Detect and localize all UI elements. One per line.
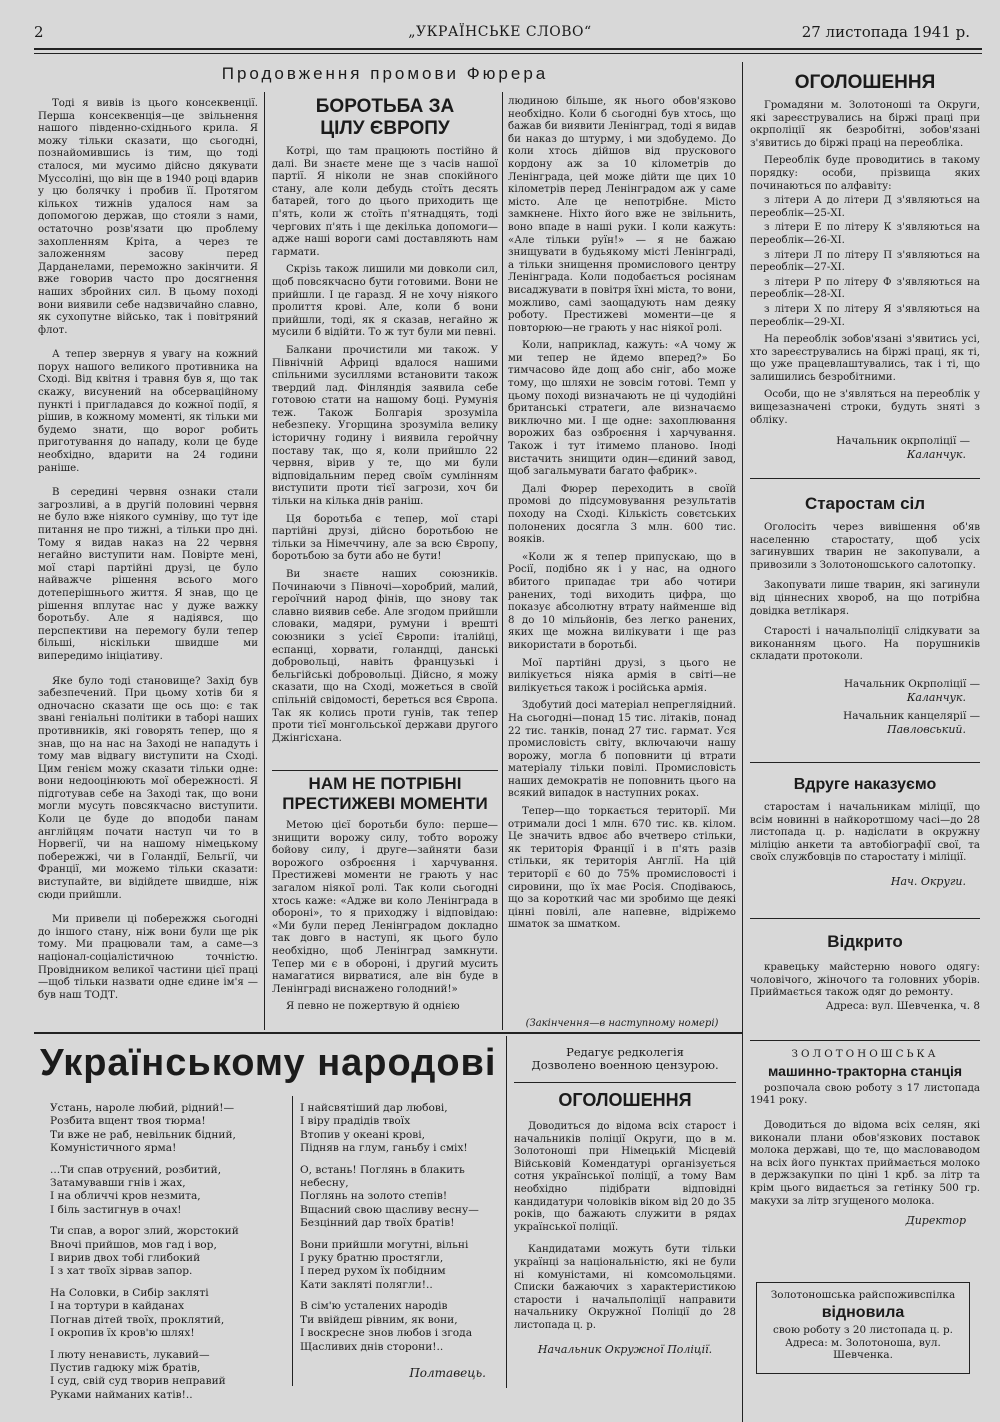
starostam-notice [750,494,980,736]
bottom-section-rule [34,1032,742,1034]
section-rule [514,1082,736,1083]
starostam-sign1-label: Начальник Окрполіції — [843,677,980,690]
prestige-paragraph: Я певно не пожертвую й однією [286,1001,460,1013]
continuation-note: (Закінчення—в наступному номері) [525,1018,719,1029]
starostam-sign2-label: Начальник канцелярії — [843,709,980,722]
column-rule [742,62,743,1422]
announcement-1 [750,72,980,461]
poem-line: О, встань! Поглянь в блакить небесну, [300,1163,465,1190]
europe-paragraph: Балкани прочистили ми також. У Північній Африці вдалося нашими спільними зусиллями встановити також твердий лад. Фінляндія заявила себе готовою стати на нашому боці. Румунія теж. Також Болгарія зрозуміла небезпеку. Угорщина зрозуміла велику історичну годину і виявила геройчну поставу так, що я, коли прийшло 22 червня, вірив у те, що ми були відповідальним перед своїм сумлінням виступити проти тієї загрози, хоч би тільки на кілька днів раніш. [272,344,498,508]
starostam-paragraph: Оголосіть через вивішення об'яв населенню старостату, щоб усіх загинувших тварин не закопували, а привозили з Золотоношського салотопку. [750,522,980,571]
opened-address: Адреса: вул. Шевченка, ч. 8 [825,999,980,1012]
restored-kicker: Золотоношська райспоживспілка [770,1289,956,1301]
announcement-1-title: ОГОЛОШЕННЯ [794,72,936,93]
starostam-sign2-name: Павловський. [887,722,966,736]
speech-paragraph: Яке було тоді становище? Захід був забезпечений. При цьому хотів би я одночасно сказати ще ось що: є так звані геніальні політики в таборі наших противників, які говорять тепер, що я знав, що на нас на Заході не нападуть і тому мав відвагу виступити на Сході. Цим генієм можу сказати тільки одне: вони недооцінюють мої обережності. Я підготував себе на Заході так, що вони могли мусуть повсякчасно виступити. Коли це буде до вподоби панам англійцям почати наступ чи то в Норвегії, чи на нашому німецькому побережжі, чи в Голандії, Бельгії, чи Франції, ми можемо тільки сказати: виступайте, ви відійдете швидше, ніж сюди прийшли. [38,675,258,901]
announcement-2-paragraph: Кандидатами можуть бути тільки українці за національністю, які не були ні комуністами, ні комсомольцями. Списки бажаючих з характеристикою старости і начальполіції направити начальнику Окружної Поліції до 28 листопада ц. р. [514,1244,736,1331]
column-rule [264,92,265,1030]
poem-column-2 [300,1102,500,1354]
poem-line: Підняв на глум, ганьбу і сміх! [300,1142,468,1155]
editorial-line-2: Дозволено военною цензурою. [531,1057,719,1072]
poem-line: ...Ти спав отруєний, розбитий, [50,1163,222,1176]
poem-line: Поглянь на золото степів! [300,1190,448,1203]
speech-column-1 [38,98,258,1002]
section-rule [750,1040,980,1041]
poem-column-1 [50,1102,286,1402]
poem-line: І руку братню простягли, [300,1252,444,1265]
announcement-1-intro: Громадяни м. Золотоноші та Округи, які зареєструвались на біржі праці при окрполіції як безробітні, зобов'язані з'явитись до біржі праці на переобліка. [750,100,980,149]
tractor-kicker: ЗОЛОТОНОШСЬКА [791,1048,939,1060]
announcement-2-title: ОГОЛОШЕННЯ [558,1090,692,1110]
europe-article [272,96,498,745]
tractor-notice-text: Доводиться до відома всіх селян, які виконали плани обов'язкових поставок молока державі, що те, що масловаводом на всіх його пунктах приймається молоко в держзакупки по ціні 1 крб. за літр та крім цього видається за гетінку 500 гр. макухи за літр згущеного молока. [750,1119,980,1207]
europe-title: БОРОТЬБА ЗА ЦІЛУ ЄВРОПУ [315,96,455,139]
speech-paragraph: А тепер звернув я увагу на кожний порух нашого великого противника на Сході. Від квітня і травня був я, що так скажу, висунений на обсерваційному пункті і пригладався до кожної події, я рішив, в кожному моменті, як тільки ми будемо знати, що ворог робить приготування до нападу, коли це буде необхідно, вдарити на 24 години раніше. [38,349,258,474]
reminder-text: старостам і начальникам міліції, що всім новинні в найкоротшому часі—до 28 листопада ц. р. надіслати в окружну міліцію анкети та автобіографії свої, та своїх службовців по старостату і міліції. [750,802,980,864]
stanza-gap [50,1341,286,1349]
column-rule [502,92,503,1030]
issue-date: 27 листопада 1941 р. [801,23,970,41]
restored-text: свою роботу з 20 листопада ц. р. [773,1323,953,1336]
stanza-gap [300,1156,500,1164]
reminder-title: Вдруге наказуємо [793,776,937,793]
announcement-1-schedule-item: з літери Е по літеру К з'являються на переоблік—26-XI. [750,222,980,246]
announcement-2-signature: Начальник Окружної Поліції. [537,1342,713,1356]
opened-notice [750,932,980,1013]
column-rule [506,1036,507,1388]
poem-line: Вночі прийшов, мов гад і вор, [50,1238,217,1251]
editorial-line-1: Редагує редколегія [566,1045,684,1059]
poem-line: Погнав дітей твоїх, проклятий, [50,1313,225,1326]
section-rule [750,762,980,763]
prestige-paragraph: Метою цієї боротьби було: перше—знищити ворожу силу, тобто ворожу бойову силу, і друге—зайняти бази ворожого озброєння і харчування. Престижеві моменти не грають у нас загалом ніякої ролі. Так коли сьогодні хтось каже: «Адже ви коло Ленінграда в обороні», то я приходжу і відповідаю: «Ми були перед Ленінградом докладно так довго в наступі, як цього було необхідно, щоб Ленінград замкнути. Тепер ми є в обороні, і другий мусить намагатися вирватися, але він буде в Ленінграді виснажено голодний!» [272,820,498,995]
speech-column-3 [508,96,736,932]
poem-line: І біль застигнув в очах! [50,1203,182,1216]
reminder-notice [750,776,980,888]
speech-paragraph: Тепер—що торкається території. Ми отримали досі 1 млн. 670 тис. кв. кілом. Це значить вдвоє або вчетверо стільки, як територія Франції і в п'ять разів стільки, як територія Англії. На цій території є 60 до 75% промисловості і сировини, що їх має Росія. Сподіваюсь, що за короткий час ми зробимо ще деякі цінні повілі, але напевне, відріжемо шматок за шматком. [508,806,736,931]
speech-paragraph: Мої партійні друзі, з цього не вилікується ніяка армія в світі—не вилікується також і російська армія. [508,657,736,694]
prestige-title: НАМ НЕ ПОТРІБНІ ПРЕСТИЖЕВІ МОМЕНТИ [282,774,488,813]
announcement-1-order: Переоблік буде проводитись в такому порядку: особи, прізвища яких починаються по алфавіту: [750,155,980,192]
prestige-top-rule [272,770,498,771]
poem-line: І суд, свій суд творив неправий [50,1375,226,1388]
poem-line: Руками найманих катів!.. [50,1388,193,1401]
poem-line: І воскресне знов любов і згода [300,1327,473,1340]
poem-line: І віру прадідів твоїх [300,1115,411,1128]
poem-line: Вщасний свою щасливу весну— [300,1203,479,1216]
poem-line: Розбита вщент твоя тюрма! [50,1115,206,1128]
column-rule [292,1096,293,1386]
section-rule [750,918,980,919]
europe-paragraph: Ця боротьба є тепер, мої старі партійні друзі, дійсно боротьбою не тільки за Німеччину, але за всю Європу, боротьбою за бути або не бути! [272,513,498,563]
poem-line: Комуністичного ярма! [50,1142,177,1155]
opened-text: кравецьку майстерню нового одягу: чоловічого, жіночого та головних уборів. Приймається також одяг до ремонту. [750,962,980,999]
announcement-1-text: На переоблік зобов'язані з'явитись усі, хто зареєструвались на біржі праці, як ті, що уже працевлаштувались, так і ті, що залишились безробітними. [750,334,980,383]
poem-line: І вирив двох тобі глибокий [50,1252,201,1265]
starostam-title: Старостам сіл [804,494,926,513]
poem-line: Затамувавши гнів і жах, [50,1177,186,1190]
masthead-rule [34,48,982,50]
starostam-paragraph: Закопувати лише тварин, які загинули від ціннесних хвороб, на що потрібна довідка ветлікаря. [750,580,980,617]
announcement-1-text: Особи, що не з'являться на переоблік у вищезазначені строки, будуть зняті з обліку. [750,389,980,426]
announcement-1-schedule-item: з літери Х по літеру Я з'являються на переоблік—29-XI. [750,303,980,328]
stanza-gap [50,1156,286,1164]
paper-title: „УКРАЇНСЬКЕ СЛОВО“ [408,24,592,40]
europe-paragraph: Ви знаєте наших союзників. Починаючи з Півночі—хоробрий, малий, героїчний народ фінів, що знову так славно виявив себе. Але згодом прийшли словаки, мадяри, румуни і врешті союзники з усієї Європи: італійці, еспанці, хорвати, голандці, данські добровольці, навіть французькі і бельгійські добровольці. Дійсно, я можу сказати, що на Сході, можеться в своїй спільній свідомості, береться вся Європа. Так як колись проти гунів, так тепер проти тієї монгольської держави другого Джінгісхана. [272,569,498,744]
speech-paragraph: Здобутий досі матеріал непрегляідний. На сьогодні—понад 15 тис. літаків, понад 22 тис. танків, понад 27 тис. гармат. Уся промисловість світу, включаючи нашу ворожу, могла б поповнити ці втрати матеріалу тільки повілі. Промисловість наших демократів не поповнить цього на всякий випадок в наступних роках. [508,700,736,800]
announcement-1-schedule-item: з літери Л по літеру П з'являються на переоблік—27-XI. [750,249,980,274]
poem-line: Кати закляті полягли!.. [300,1278,433,1291]
tractor-signature: Директор [905,1214,966,1228]
starostam-sign1-name: Каланчук. [906,690,966,704]
poem-line: Вони прийшли могутні, вільні [300,1238,469,1251]
poem-line: Ти спав, а ворог злий, жорстокий [50,1225,239,1238]
masthead [0,0,1000,52]
europe-paragraph: Котрі, що там працюють постійно й далі. Ви знаєте мене ще з часів нашої партії. Я ніколи не знав спокійного стану, але коли дебудь стоїть десять батарей, того до цього приходить ще п'ять, коли ж стоїть п'ятнадцять, тоді чергових п'ять і ще декілька допомоги—адже наші вороги самі доставляють нам гармати. [272,146,498,258]
announcement-1-signer: Начальник окрполіції — [836,435,970,448]
poem-line: Безцінний дар твоїх братів! [300,1217,455,1230]
poem-line: І на обличчі кров незмита, [50,1190,201,1203]
poem-title: Українському народові [40,1042,497,1084]
opened-title: Відкрито [827,932,903,951]
announcement-2 [514,1090,736,1356]
speech-paragraph: Ми привели ці побережжя сьогодні до іншого стану, ніж вони були ще рік тому. Ми працювали там, а саме—з націонал-соціалістичною точністю. Провідником великої частини цієї праці—щоб тільки назвати одне єдине ім'я — був наш ТОДТ. [38,914,258,1001]
poem-line: І люту ненависть, лукавий— [50,1348,210,1361]
announcement-2-paragraph: Доводиться до відома всіх старост і начальників поліції Округи, що в м. Золотоноші при Німецькій Місцевій Військовій Комендатурі організується сотня української поліції, а тому Вам необхідно підібрати відповідні кандидатури чоловіків віком від 20 до 35 років, що бажають служити в рядах української поліції. [514,1121,736,1233]
restored-box [756,1282,970,1374]
tractor-station-notice [750,1048,980,1227]
poem-line: В сім'ю усталених народів [300,1300,448,1313]
tractor-text: розпочала свою роботу з 17 листопада 1941 року. [750,1082,980,1107]
poem-line: І на тортури в кайданах [50,1300,185,1313]
starostam-paragraph: Старості і начальполіції слідкувати за виконанням цього. На порушників складати протоколи. [750,626,980,663]
poem-line: І найсвятіший дар любові, [300,1102,448,1114]
prestige-article [272,774,498,1014]
poem-line: Втопив у океані крові, [300,1128,425,1141]
page-number: 2 [34,23,44,41]
reminder-signature: Нач. Округи. [890,874,966,888]
poem-line: На Соловки, в Сибір закляті [50,1286,209,1299]
editorial-note [514,1046,736,1072]
speech-paragraph: В середині червня ознаки стали загрозливі, а в другій половині червня не було вже ніякого сумніву, що тут іде питання не про тижні, а тільки про дні. Тому я видав наказ на 22 червня негайно виступити нам. Повірте мені, мої старі партійні друзі, це було найважче рішення всього мого дотеперішнього життя. Я знав, що це рішення вплутає нас у дуже важку боротьбу. Але я надіявся, що перспективи на перемогу були тепер більші, ніскільки швидше ми випередимо ініціативу. [38,487,258,662]
restored-address: Адреса: м. Золотоноша, вул. Шевченка. [785,1336,941,1362]
poem-signature: Полтавець. [409,1366,486,1380]
poem-line: Ти ввійдеш рівним, як вони, [300,1313,458,1326]
poem-line: Щасливих днів сторони!.. [300,1340,444,1353]
stanza-gap [300,1231,500,1239]
europe-paragraph: Скрізь також лишили ми довколи сил, щоб повсякчасно бути готовими. Вони не прийшли. І це гаразд. Я не хочу ніякого пролиття крові. Але, коли б вони прийшли, тоді, як я сказав, негайно ж мусили б відійти. То ж тут були ми певні. [272,264,498,339]
speech-paragraph: Коли, наприклад, кажуть: «А чому ж ми тепер не йдемо вперед?» Бо тимчасово йде дощ або сніг, або може тому, що шляхи не зовсім готові. Темп у цьому поході визначають не ці чудодійні британські стратеги, але визначаємо виключно ми. І ще одне: захоплювання ворожих баз озброєння і харчування. Також і тут ітимемо планово. Іноді вистачить знищити один—єдиний завод, щоб загальмувати багато фабрик». [508,340,736,478]
tractor-title: машинно-тракторна станція [767,1062,963,1079]
poem-line: Пустив гадюку між братів, [50,1361,201,1374]
speech-paragraph: людиною більше, як нього обов'язково необхідно. Коли б сьогодні був хтось, що бажав би виявити Ленінград, тоді я видав би наказ до штурму, і ми здобудемо. До коли хтось дійшов від прускового кордону аж за 10 кілометрів до Ленінграда, цей може дійти ще цих 10 кілометрів перед Ленінградом аж у саме місто. Але це непотрібне. Місто замкнене. Ніхто його вже не звільнить, воно впаде в наші руки. І коли кажуть: «Але тільки руїн!» — я не бажаю знищувати в будьякому місті Ленінграді, а тільки знищення промислового центру Ленінграда. Коли подобається росіянам висаджувати в повітря їхні міста, то вони, можливо, самі заощадують нам деяку роботу. Престижеві моменти—це я повторюю—не грають у нас ніякої ролі. [508,96,736,334]
poem-line: І окропив їх кров'ю шлях! [50,1327,195,1340]
restored-title: відновила [821,1303,905,1321]
speech-title: Продовження промови Фюрера [221,64,549,83]
announcement-1-schedule-item: з літери А до літери Д з'являються на переоблік—25-XI. [750,195,980,219]
poem-line: Устань, нароле любий, рідний!— [50,1102,235,1114]
poem-line: Ти вже не раб, невільник бідний, [50,1128,236,1141]
stanza-gap [300,1292,500,1300]
speech-paragraph: «Коли ж я тепер припускаю, що в Росії, подібно як і у нас, на одного вбитого припадає три або чотири ранених, тоді виходить цифра, що показує абсолютну втрату найменше від 8 до 10 мільйонів, без легко ранених, яких ще можна вилікувати і ще раз використати в боротьбі. [508,551,736,651]
masthead-rule-thin [34,53,982,54]
poem-line: І з хат твоїх зірвав запор. [50,1265,193,1278]
speech-paragraph: Далі Фюрер переходить в своїй промові до підсумовування результатів походу на Сході. Кількість совєтських полонених досягла 3 млн. 600 тис. вояків. [508,483,736,546]
announcement-1-schedule-item: з літери Р по літеру Ф з'являються на переоблік—28-XI. [750,276,980,301]
announcement-1-signature: Каланчук. [906,448,966,462]
stanza-gap [50,1217,286,1225]
speech-paragraph: Тоді я вивів із цього консеквенції. Перша консеквенція—це звільнення нашого південно-східнього крила. Я можу тільки сказати, що сьогодні, познайомившись із тим, що тоді сталося, ми мусимо дійсно дякувати Муссоліні, що він ще в 1940 році вдарив у цю болячку і пробив її. Протягом кількох тижнів удалося нам за допомогою держав, що стояли з нами, остаточно розв'язати цю проблему захопленням Кріта, а через те заложенням засову перед Дарданелами, переможно закінчити. Я вже говорив часто про досягнення наших збройних сил. В цьому поході вони виявили себе надзвичайно славно, як сухопутне військо, так і повітряний флот. [38,98,258,336]
poem-line: І перед рухом їх побідним [300,1265,446,1278]
stanza-gap [50,1279,286,1287]
section-rule [750,478,980,479]
